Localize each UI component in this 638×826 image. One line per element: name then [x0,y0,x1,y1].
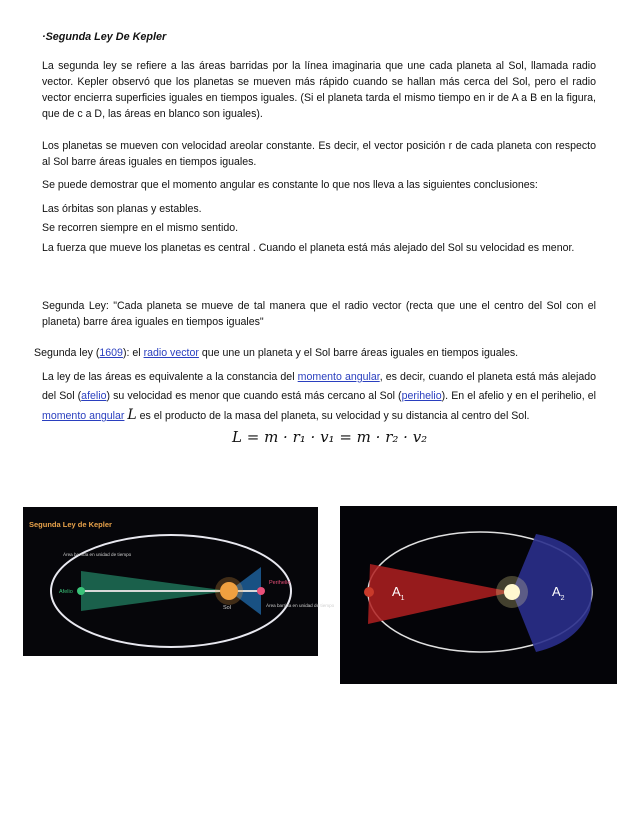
aphelion-label: Afelio [59,589,73,595]
angular-momentum-link[interactable]: momento angular [297,371,380,383]
angular-momentum-link-2[interactable]: momento angular [42,410,125,422]
kepler-diagram-1-svg [23,507,335,656]
perihelion-link[interactable]: perihelio [401,390,442,402]
area-a1-letter: A [392,584,401,599]
section-heading: ·Segunda Ley De Kepler [42,31,167,43]
planet-perihelion [257,587,265,595]
sun-circle [504,584,520,600]
planet-aphelion [77,587,85,595]
text-fragment: , es decir, cuando el planeta está más alejado del Sol ( [42,371,596,402]
paragraph-kepler-intro: La segunda ley se refiere a las áreas barridas por la línea imaginaria que une cada planeta al Sol, llamada radio vector. Kepler observó que los planetas se mueven más rápido cuando se hallan más cerca del Sol, pero el radio vector encierra superficies iguales en tiempos iguales. (Si el planeta tarda el mismo tiempo en ir de A a B en la figura, que de c a D, las áreas en blanco son iguales). [42,60,596,120]
angular-momentum-formula: L = m · r₁ · v₁ = m · r₂ · v₂ [232,428,428,446]
area-label-right: Área barrida en unidad de tiempo [266,603,335,608]
area-a2-letter: A [552,584,561,599]
sun-glow [215,577,243,605]
paragraph-area-law [42,368,596,426]
figure-title: Segunda Ley de Kepler [29,520,112,529]
paragraph-second-law-1609 [34,345,594,361]
radio-vector-link[interactable]: radio vector [143,347,199,359]
planet [364,587,374,597]
perihelion-label: Perihelio [269,580,291,586]
paragraph-angular-momentum: Se puede demostrar que el momento angular es constante lo que nos lleva a las siguientes conclusiones: [42,179,538,191]
area-a2-subscript: 2 [560,595,565,602]
text-fragment: Segunda ley ( [34,347,100,359]
text-fragment: La ley de las áreas es equivalente a la constancia del [42,371,298,383]
kepler-diagram-2-svg [340,506,617,684]
kepler-diagram-1 [23,507,335,656]
area-label-left: Área barrida en unidad de tiempo [63,552,132,557]
text-fragment: es el producto de la masa del planeta, su velocidad y su distancia al centro del Sol. [136,410,530,422]
paragraph-areolar-velocity: Los planetas se mueven con velocidad areolar constante. Es decir, el vector posición r de cada planeta con respecto al Sol barre áreas iguales en tiempos iguales. [42,140,596,168]
paragraph-second-law-quote: Segunda Ley: "Cada planeta se mueve de tal manera que el radio vector (recta que une el centro del Sol con el planeta) barre área iguales en tiempos iguales" [42,300,596,328]
year-1609-link[interactable]: 1609 [99,347,123,359]
conclusion-item: La fuerza que mueve los planetas es central . Cuando el planeta está más alejado del Sol su velocidad es menor. [42,242,575,254]
text-fragment: ): el [122,347,144,359]
text-fragment: que une un planeta y el Sol barre áreas iguales en tiempos iguales. [198,347,519,359]
aphelion-link[interactable]: afelio [81,390,107,402]
area-a1-subscript: 1 [400,595,405,602]
text-fragment: ) su velocidad es menor que cuando está más cercano al Sol ( [106,390,402,402]
text-fragment: ). En el afelio y en el perihelio, el [441,390,596,402]
sun-label: Sol [223,605,231,611]
kepler-diagram-2 [340,506,617,684]
angular-momentum-symbol: L [127,407,137,423]
conclusion-item: Las órbitas son planas y estables. [42,203,202,215]
conclusion-item: Se recorren siempre en el mismo sentido. [42,222,239,234]
